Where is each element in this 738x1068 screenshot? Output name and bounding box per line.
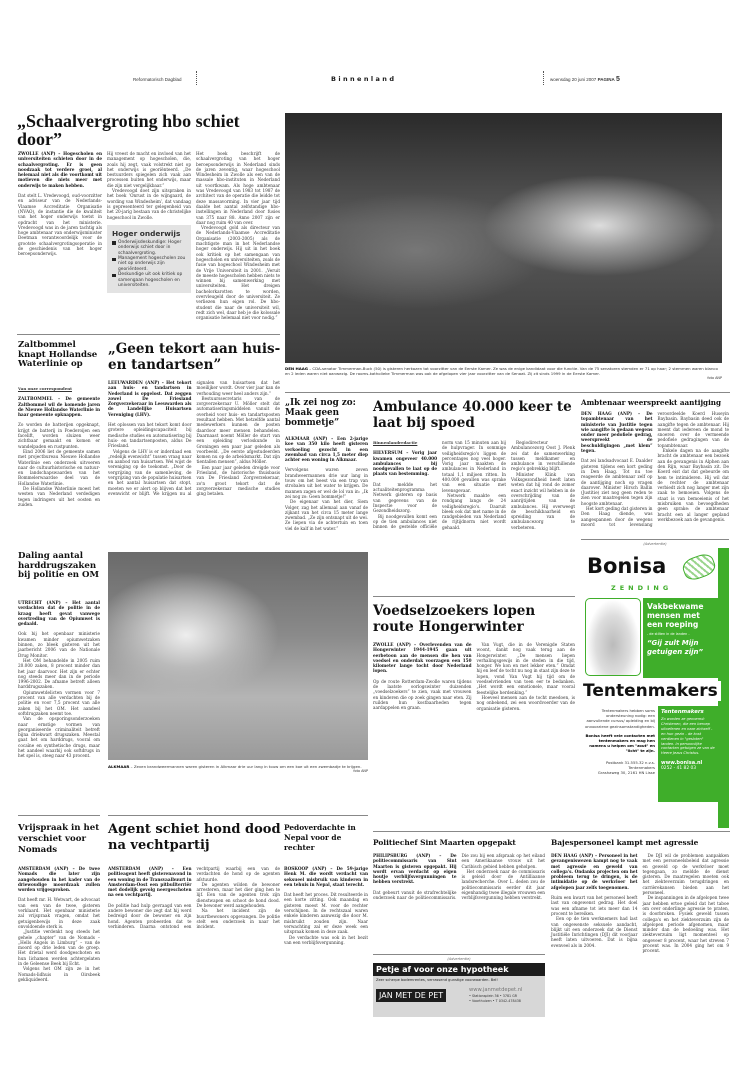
date: woensdag 20 juni 2007 xyxy=(550,77,597,82)
page-label: PAGINA xyxy=(597,77,615,82)
philipsburg-body xyxy=(373,853,545,901)
koe-body xyxy=(285,436,368,531)
address-line: • Stationsplein 36 • 3781 GR xyxy=(469,994,518,998)
tekort-headline: „Geen tekort aan huis- en tandartsen” xyxy=(108,341,281,373)
byline: Van onze correspondent xyxy=(18,386,72,391)
tekort-body xyxy=(108,380,280,497)
photo-credit: foto ANP xyxy=(707,376,722,380)
paragraph: Volgens de LHV is er inderdaad een „redelijk evenwicht” tussen vraag naar en aanbod van huisartsen. Wel wijst de vereniging op de toekomst. „Door de vergrijzing van de samenleving, de vergrijzing van de populatie huisartsen en het aantal huisartsen dat stopt, moeten we er alert op blijven dat het evenwicht er blijft. We krijgen nu al signalen van huisartsen dat het moeilijker wordt. Over vier jaar kan de verhouding weer heel anders zijn.” xyxy=(108,380,280,496)
paragraph: Van Vugt, die in de Verenigde Staten woont, dankt nog vaak terug aan de Hongerwinter. „De mensen liepen verhalingsgewijs in de steden in die tijd, honger. We kon en met lekker eten.” Omdat hij en leef de tocht nu nog in staat zijn deze te lopen, vond Van Vugt hij tijd om de voedselvrienden van toen eer te bedanken. „Het wordt een emotionele, maar vooral feestelijke herdenking.” xyxy=(476,642,575,695)
ad-bold-text: Bonisa heeft vele contacten met tentenmakers en mag hen namens u helpen om "zout" en "licht" te zijn. xyxy=(585,732,655,754)
ambtenaar-headline: Ambtenaar weerspreekt aantijging xyxy=(581,398,722,407)
paragraph: Van de opsporingsonderzoeken naar ernstige vormen van georganiseerde criminaliteit betreft bijna driekwart drugszaken. Meestal gaat het om harddrugs, vooral om cocaïne en synthetische drugs, maar het aandeel waarbij ook softdrugs in het spel is, steeg naar 43 procent. xyxy=(18,716,100,759)
green-sub: - de stilten in de landen - xyxy=(647,632,690,636)
divider xyxy=(285,392,730,393)
nepal-body xyxy=(284,866,368,945)
paragraph: Ruim een kwart van het personeel heeft last van ongewenst gedrag. Het doel was een afname tot iets meer dan 14 procent te bereiken. xyxy=(551,895,638,916)
paragraph: Netwerk maakte een rondgang langs de 24 veiligheidsregio's. Daaruit bleek ook dat met name in de randgebieden van Nederland de rijtijdnorm niet wordt gehaald. xyxy=(442,492,506,530)
bonisa-sub: ZENDING xyxy=(611,584,673,592)
map-illustration xyxy=(585,598,641,676)
paragraph: Dat gebeurt vanuit de strafrechtelijke onderzoek naar de politiecommissaris. Die zou bij een afspraak op het eiland een Amerikaanse vrouw uit het Caribisch gebied hebben geholpen. xyxy=(373,853,545,901)
divider xyxy=(373,596,575,597)
caption-text: – Zeven brandweermannen waren gisteren in Alkmaar drie uur lang in touw om een koe uit een zwembadje te krijgen. xyxy=(129,764,362,769)
agent-lead: AMSTERDAM (ANP) – Een politieagent heeft gisterenavond in een woning in de Transvaalbuurt in Amsterdam-Oost een pitbullterriër met dodelijk gevolg neergeschoten na een vechtpartij. xyxy=(108,866,192,898)
divider xyxy=(373,954,545,955)
paragraph: Het OM behandelde in 2005 ruim 20.000 zaken, 8 procent minder dan het jaar daarvoor. Het zijn er echter nog steeds meer dan in de periode 1996-2002. De afname betreft alleen harddrugszaken. xyxy=(18,657,100,690)
phone: 0252 - 41 82 03 xyxy=(661,766,697,772)
photo-caption xyxy=(285,366,722,381)
hbo-body-col3 xyxy=(196,151,280,321)
paragraph: Opiumwetdelicten vormen voor 7 procent van alle verdachten bij de politie en voor 7,5 procent van alle zaken bij het OM. Het aandeel softdrugzaken neemt toe. xyxy=(18,689,100,716)
brand-logo: JAN MET DE PET xyxy=(376,989,446,1002)
voedsel-headline: Voedselzoekers lopen route Hongerwinter xyxy=(373,603,536,635)
paragraph: Na het incident zijn de buurtbewoners opgevangen. De politie stelt een onderzoek in naar het incident. xyxy=(196,908,280,930)
zaltbommel-lead: ZALTBOMMEL – De gemeente Zaltbommel wil de komende jaren de Nieuwe Hollandse Waterlinie in haar gemeente opknappen. xyxy=(18,396,100,418)
green2-title: Tentenmakers xyxy=(661,709,704,715)
hbo-body-col1 xyxy=(18,151,102,257)
quote: “Gij zult Mijn getuigen zijn” xyxy=(647,639,704,656)
paragraph: De agenten wilden de bewoner arresteren, maar het dier ging hen te lijf. Een van de agenten trok zijn dienstwapen en schoot de hond dood. De bewoner werd aangehouden. xyxy=(196,881,280,909)
voedsel-lead: ZWOLLE (ANP) – Overlevenden van de Hongerwinter 1944-1945 gaan uit eerbetoon aan de mensen die hen van voedsel en onderdak voorzagen een 150 kilometer lange tocht door Nederland lopen. xyxy=(373,642,472,674)
paragraph: „Justitie verdenkt nog steeds het gehele „chapter” van de Nomads – „Hells Angels in Limburg” – van de moord op drie leden van de groep. Het drietal werd doodgeschoten en hun lichamen werden achtergelaten in de Geleense Beek bij Echt. xyxy=(18,929,100,967)
bonisa-ad[interactable] xyxy=(581,548,729,828)
paragraph: Vervolgens waren zeven brandweermannen drie uur lang in touw om het beest via een trap van strobalen uit het water te krijgen. De mannen zagen er wel de lol van in: „Ik zei nog zo: Geen bommetje!” xyxy=(285,467,368,499)
paragraph: Dat heeft mr. H. Wetwart, de advocaat van een van de twee, gisteren verklaard. Het openbaar ministerie zal vrijspraak vragen, omdat het getuigenbewijs in deze zaak onvoldoende sterk is. xyxy=(18,897,100,929)
paragraph: Zo worden de batterijen opgeknapt, krijgt de batterij in Poederoijen een facelift, worden sluizen weer zichtbaar gemaakt en komen er wandelpaden en rustpunten. xyxy=(18,422,100,449)
pencils-icon xyxy=(680,551,718,583)
hoger-onderwijs-box xyxy=(107,225,191,293)
divider xyxy=(17,334,280,335)
paragraph: De Hollandse Waterlinie moest het westen van Nederland verdedigen tegen indringers uit het oosten en zuiden. xyxy=(18,486,100,507)
paragraph: De inspanningen in de afgelopen twee jaar hebben ertoe geleid dat het taboe om over onderlinge agressie te praten, is doorbroken. Fysiek geweld tussen collega's en het ziekteverzuim zijn de afgelopen periode afgenomen, maar minder dan de bedoeling was. Het ziekteverzuim ligt momenteel op ongeveer 8 procent, waar het streven 7 procent was. In 2004 ging het om 9 procent. xyxy=(642,895,729,954)
hbo-body-col2 xyxy=(107,151,191,293)
drugs-headline: Daling aantal harddrugszaken bij politie en OM xyxy=(18,551,100,581)
paragraph: Hoeveel mensen aan de tocht meedoen, is nog onbekend, zei een woordvoerder van de organisatie gisteren. xyxy=(476,694,575,711)
hbo-headline: „Schaalvergroting hbo schiet door” xyxy=(17,111,240,149)
bonisa-text xyxy=(583,708,655,775)
box-item: Deskundige uit ook kritiek op samengaan hogescholen en universiteiten. xyxy=(112,272,186,288)
divider xyxy=(18,815,100,816)
agent-headline: Agent schiet hond dood na vechtpartij xyxy=(108,822,281,853)
tekort-lead: LEEUWARDEN (ANP) – Het tekort aan huis- en tandartsen in Nederland is opgelost. Dat zeggen zowel De Friesland Zorgverzekeraar in Leeuwarden als de Landelijke Huisartsen Vereniging (LHV). xyxy=(108,380,192,417)
paragraph: Dat heeft het proces. Dit resulteerde in een korte zitting. Ook maandag en gisteren moest M. voor de rechter verschijnen. In de rechtszaal waren enkele kinderen aanwezig die door M. misbruikt zouden zijn. Naar verwachting zal er deze week een uitspraak komen in deze zaak. xyxy=(284,892,368,935)
drugs-body xyxy=(18,600,100,759)
divider xyxy=(581,539,729,540)
paragraph: Ook bij het openbaar ministerie kwamen minder opiumwetzaken binnen, zo bleek gisteren uit het jaarbericht 2006 van de Nationale Drug Monitor. xyxy=(18,631,100,658)
box-item: Onderwijsdeskundige: Hoger onderwijs schiet door in schaalvergroting. xyxy=(112,240,186,256)
ambulance-body xyxy=(373,440,575,530)
paragraph: De politie had hulp gevraagd van een andere bewoner die zegt dat hij werd bedreigd door de bewoner en zijn hond. Agenten probeerden dat te verhinderen. Daarna ontstond een vechtpartij waarbij een van de verdachten de hond op de agenten afstuurde. xyxy=(108,866,280,929)
paragraph: Enkele dagen na de aangifte bracht de ambtenaar een bezoek aan de gevangenis in Alphen aan den Rijn, waar Baybasin zit. De Koerd eist dat dat gebeurde om hem te intimideren. Hij wil dat de rechter de ambtenaar verbiedt zich nog langer met zijn zaak te bemoeien. Volgens de staat is van bemoeienis of het misbruiken van bevoegdheden geen sprake: de ambtenaar bracht een al langer gepland werkbezoek aan de gevangenis. xyxy=(657,448,729,522)
paragraph: Op de route Rotterdam-Zwolle waren tijdens de laatste oorlogswinter duizenden „voedselzoekers” te zien, vaak met vrouwen en kinderen die op zoek gingen naar eten. Zij ruilden hun kostbaarheden tegen aardappelen en graan. xyxy=(373,678,472,711)
box-title: Hoger onderwijs xyxy=(112,228,181,238)
paragraph: Bij noodgevallen komt een op de tien ambulances niet binnen de gestelde officiële norm van 15 minuten aan bij de hulpvrager. In sommige veiligheidsregio's liggen de percentages nog veel hoger. Vorig jaar maakten de ambulances in Nederland in totaal 1,1 miljoen ritten. In 400.000 gevallen was sprake van een situatie met levensgevaar. xyxy=(373,440,506,530)
paragraph: Hij vreest de macht en invloed van het management op hogescholen, die, zoals hij zegt, vaak volstrekt niet op het onderwijs is georiënteerd. „De bestuurders spiegelen zich vaak aan processen buiten het onderwijs, maar die zijn niet vergelijkbaar.” xyxy=(107,151,191,188)
ad-sub: Zeer scherpe bodemrentes, verrassend gunstige voorwaarden. Bel! xyxy=(376,978,498,982)
paragraph: De eigenaar van het dier, Siem Volger, zag het allemaal aan vanaf de zijkant van het circa 15 meter lange zwembad. „Ze zijn ontsnapt uit de wei. Ze liepen via de achtertuin en toen viel de kalf in het water.” xyxy=(285,499,368,531)
green-title: Vakbekwame mensen met een roeping xyxy=(647,602,704,629)
postbank: Postbank 31.555.32 n.v.s. Tentenmakers xyxy=(606,759,655,770)
paragraph: Minister Klink van Volksgezondheid heeft laten weten dat hij rond de zomer exact inzicht wil hebben in de overschrijding van de aanrijtijden van de ambulances. Hij overweegt de beschikbaarheid en spreiding van de ambulancezorg te verbeteren. xyxy=(511,471,575,530)
contact xyxy=(469,987,522,1004)
paragraph: Vredevoogd doet zijn uitspraken in het boek ‘Onrust in de wijngaard, de wording van Windesheim’, dat vandaag is gepresenteerd ter gelegenheid van het 20-jarig bestaan van de christelijke hogeschool in Zwolle. xyxy=(107,188,191,220)
page-number: 5 xyxy=(616,76,620,83)
ad-text: Tentenmakers hebben soms ondersteuning nodig: een aanvullende cursus/ opleiding en bij onvoorziene gezinsomstandigheden. xyxy=(585,708,655,729)
paragraph: Het onderzoek naar de commissaris is geleid door de Antilliaanse landsrecherche. Over L. deden zou de politiecommissaris eerder dit jaar eigenhandig twee illegale vrouwen een verblijfsvergunning hebben verstrekt. xyxy=(461,868,545,901)
advertisement-label: (Advertentie) xyxy=(643,542,667,546)
green-panel xyxy=(643,598,718,678)
paragraph: Een paar jaar geleden dreigde voor Friesland, de historische thuisbasis van De Friesland Zorgverzekeraar, zo'n groot tekort dat de zorgverzekeraar medische studies ging betalen. xyxy=(196,464,280,497)
address-line: • Voorthuizen • T 0342-478438 xyxy=(469,999,521,1003)
paragraph: Het kort geding dat gisteren in Den Haag diende, was aangespannen door de wegens moord tot levenslang veroordeelde Koerd Huseyin Baybasin. Baybasin deed ook de aangifte tegen de ambtenaar. Hij meent dat iedereen de mond te snoeren over de vermeende pedofiele gedragingen van de topambtenaar. xyxy=(581,411,729,527)
paragraph: Een op de tien werknemers had last van ongewenste seksuele aandacht, blijkt uit een onderzoek dat de Dienst Justitiële Inrichtingen (DJI) dit voorjaar heeft laten uitvoeren. Dat is bijna evenveel als in 2004. xyxy=(551,916,638,948)
bonisa-logo: Bonisa xyxy=(587,554,667,578)
caption-text: – CDA-senator Timmerman-Buck (50) is gisteren herkozen tot voorzitter van de Eerste Kamer. Ze was de enige kandidaat voor die functie. Van de 75 senatoren stemden er 71 op haar; 2 stemmen waren blanco en 2 leden waren niet aanwezig. De rooms-katholieke Timmerman was ook de afgelopen vier jaar voorzitter van de Senaat. Zij zit sinds 1999 in de Eerste Kamer. xyxy=(285,366,718,376)
caption-place: DEN HAAG xyxy=(285,366,308,371)
agent-body xyxy=(108,866,280,930)
website-link[interactable]: www.bonisa.nl xyxy=(661,760,703,767)
paragraph: Dat stelt L. Vredevoogd, oud-voorzitter en adviseur van de Nederlands-Vlaamse Accreditatie Organisatie (NVAO), de instantie die de kwaliteit van het hoger onderwijs toetst in opdracht van het ministerie. Vredevoogd was in de jaren tachtig als hoge ambtenaar van onderwijsminister Deetman verantwoordelijk voor de grootste schaalvergrotingsoperatie in de geschiedenis van het hoger beroepsonderwijs. xyxy=(18,193,102,257)
paragraph: Het boek beschrijft de schaalvergroting van het hoger beroepsonderwijs in Nederland sinds de jaren zeventig, waar hogeschool Windesheim in Zwolle als een van de massale hbo-instituten in Nederland uit voortkwam. Als hoge ambtenaar was Vredevoogd van 1983 tot 1987 de architect van de operatie die leidde tot deze massavorming. In vier jaar tijd daalde het aantal zelfstandige hbo-instellingen in Nederland door fusies van 375 naar 88. Anno 2007 zijn er daar nog ruim 40 van over. xyxy=(196,151,280,225)
paper-name: Reformatorisch Dagblad xyxy=(133,77,182,82)
divider xyxy=(543,71,544,85)
koe-lead: ALKMAAR (ANP) – Een 2-jarige koe van 350 kilo heeft gisteren verkoeling gezocht in een zwembad van circa 1,5 meter diep achter een woning in Alkmaar. xyxy=(285,436,368,463)
nomads-headline: Vrijspraak in het verschiet voor Nomads xyxy=(18,823,100,855)
nepal-lead: BOSKOOP (ANP) – De 59-jarige Henk M. die wordt verdacht van seksueel misbruik van kinderen in een tehuis in Nepal, staat terecht. xyxy=(284,866,368,887)
nepal-headline: Pedoverdachte in Nepal voor de rechter xyxy=(284,823,356,852)
paragraph: Eind 2006 liet de gemeente samen met projectbureau Nieuwe Hollandse Waterlinie een onderzoek uitvoeren naar de cultuurhistorische en natuur- en landschapswaarden van het Bommelerwaardse deel van de Hollandse Waterlinie. xyxy=(18,448,100,486)
box-item: Management hogescholen zou niet op onderwijs zijn georiënteerd. xyxy=(112,256,186,272)
green-panel-2 xyxy=(658,706,718,802)
nomads-body xyxy=(18,866,100,982)
ad-title: Petje af voor onze hypotheek xyxy=(373,963,545,976)
alkmaar-photo xyxy=(108,552,368,760)
nomads-lead: AMSTERDAM (ANP) – De twee Nomads die later zijn aangehouden in het kader van de driewoudige moordzaak zullen worden vrijgesproken. xyxy=(18,866,100,893)
senate-photo xyxy=(285,113,722,363)
philipsburg-headline: Politiechef Sint Maarten opgepakt xyxy=(373,838,516,847)
photo-caption xyxy=(108,764,368,774)
paragraph: Dat meldde het actualiteitenprogramma Netwerk gisteren op basis van gegevens van de Inspectie voor de Gezondheidszorg. xyxy=(373,481,437,514)
ambtenaar-lead: DEN HAAG (ANP) – De topambtenaar van het ministerie van Justitie tegen wie aangifte is gedaan wegens onder meer pedofiele gedrag, weerspreekt de beschuldigingen „met klem” tegen. xyxy=(581,411,653,454)
caption-place: ALKMAAR xyxy=(108,764,130,769)
ambulance-lead: HILVERSUM – Vorig jaar kwamen ongeveer 40.000 ambulances bij noodgevallen te laat op de plaats van bestemming. xyxy=(373,450,437,477)
divider xyxy=(196,71,197,85)
address: Grashaweg 30, 2161 HN Lisse xyxy=(597,770,655,776)
green2-text: Zo worden ze genoemd: Christenen, die een beroep uitoefenen en naar zichzelf - en hun gezin - de kost verdienen in "gesloten" landen. In persoonlijke contacten getuigen ze van de Heere Jezus Christus. xyxy=(661,717,715,756)
paragraph: Het oplossen van het tekort komt door grotere opleidingscapaciteit bij medische studies en automatisering bij huis- en tandartsenposten, aldus De Friesland. xyxy=(108,422,192,449)
tentenmakers-title: Tentenmakers xyxy=(583,681,721,701)
ambtenaar-body xyxy=(581,411,729,527)
website-link[interactable]: www.janmetdepet.nl xyxy=(469,987,523,993)
paragraph: Vredevoogd gold als directeur van de Nederlands-Vlaamse Accreditatie Organisatie (2003-2005) als de machtigste man in het Nederlandse hoger onderwijs. Hij uit in het boek ook kritiek op het samengaan van hogescholen en universiteiten, zoals de fusie van hogeschool Windesheim met de Vrije Universiteit in 2001. „Veruit de meeste hogescholen hebben niets te winnen bij samenwerking met universiteiten. Het dreigen bachelorkarotten te worden, overvleugeld door de universiteit. Ze verliezen hun eigen rol. De hbo-student die naar de universiteit wil, redt zich wel, daar heb je die kolossale organisatie helemaal niet voor nodig.” xyxy=(196,225,280,321)
page-date xyxy=(550,76,620,83)
bajes-body xyxy=(551,853,729,954)
zaltbommel-headline: Zaltbommel knapt Hollandse Waterlinie op xyxy=(18,340,98,370)
drugs-lead: UTRECHT (ANP) – Het aantal verdachten dat de politie in de kraag heeft gevat vanwege overtreding van de Opiumwet is gedaald. xyxy=(18,600,100,627)
section-title: Binnenland xyxy=(331,75,397,83)
paragraph: Regiodirecteur Ambulancezorg Oost J. Plenk zei dat de samenwerking tussen meldkamer en ambulance in verschillende regio's gebrekkig blijft. xyxy=(511,440,575,472)
ambulance-headline: Ambulance 40.000 keer te laat bij spoed xyxy=(373,399,572,431)
divider xyxy=(373,831,730,832)
photo-credit: foto ANP xyxy=(353,769,368,773)
divider xyxy=(108,815,368,816)
advertisement-label: (Advertentie) xyxy=(447,957,471,961)
zaltbommel-body xyxy=(18,386,100,507)
hbo-lead: ZWOLLE (ANP) – Hogescholen en universiteiten schieten door in de schaalvergroting. Er is geen noodzaak tot verdere groei, al helemaal niet als die voortkomt uit motieven die niets meer met onderwijs te maken hebben. xyxy=(18,151,102,188)
bajes-lead: DEN HAAG (ANP) – Personeel in het gevangeniswezen kampt nog te vaak met agressie en geweld van collega's. Ondanks projecten om het probleem terug te dringen, is de intimidatie op de werkvloer het afgelopen jaar zelfs toegenomen. xyxy=(551,853,638,890)
paragraph: Volgens het OM zijn ze in het Nomads-lidhuis in Oirsbeek gekliquideerd. xyxy=(18,966,100,982)
paragraph: Dat zei landsadvocaat E. Daalder gisteren tijdens een kort geding in Den Haag. Tot nu toe reageerde de ambtenaar zelf op de aantijging noch op vragen daarover. Minister Hirsch Ballin (Justitie) ziet nog geen reden te zien voor maatregelen tegen zijn hoogste ambtenaar. xyxy=(581,458,653,506)
koe-headline: „Ik zei nog zo: Maak geen bommetje” xyxy=(285,398,356,428)
bajes-headline: Bajespersoneel kampt met agressie xyxy=(551,838,699,847)
voedsel-body xyxy=(373,642,575,711)
paragraph: De DJI wil de problemen aanpakken met een personeelsbeleid dat agressie en geweld op de werkvloer moet tegengaan, zo meldde de dienst gisteren. De maatregelen moeten ook het ziekteverzuim terugdringen en carrièrekansen bieden aan het personeel. xyxy=(642,853,729,896)
philipsburg-lead: PHILIPSBURG (ANP) – De politiecommissaris van Sint Maarten is gisteren opgepakt. Hij wordt ervan verdacht op eigen houtje verblijfsvergunningen te hebben verstrekt. xyxy=(373,853,457,885)
byline: Binnenlandredactie xyxy=(373,440,418,445)
paragraph: Bestuurssecretaris van de zorgverzekeraar U. Möller stelt dat automatiseringsmiddelen vanuit de overheid voor huis- en tandartsposten resultaat hebben. Met hetzelfde aantal medewerkers kunnen de posten daardoor meer mensen behandelen. Daarnaast noemt Möller de start van een opleiding verloskunde in Groningen een paar jaar geleden als voorbeeld. „De eerste afgestudeerden komen nu op de arbeidsmarkt. Dat zijn tientallen mensen”, aldus Möller. xyxy=(196,395,280,465)
paragraph: De verdachte was ook in het bezit van een verblijfsvergunning. xyxy=(284,934,368,945)
hypotheek-ad[interactable] xyxy=(373,963,545,1017)
